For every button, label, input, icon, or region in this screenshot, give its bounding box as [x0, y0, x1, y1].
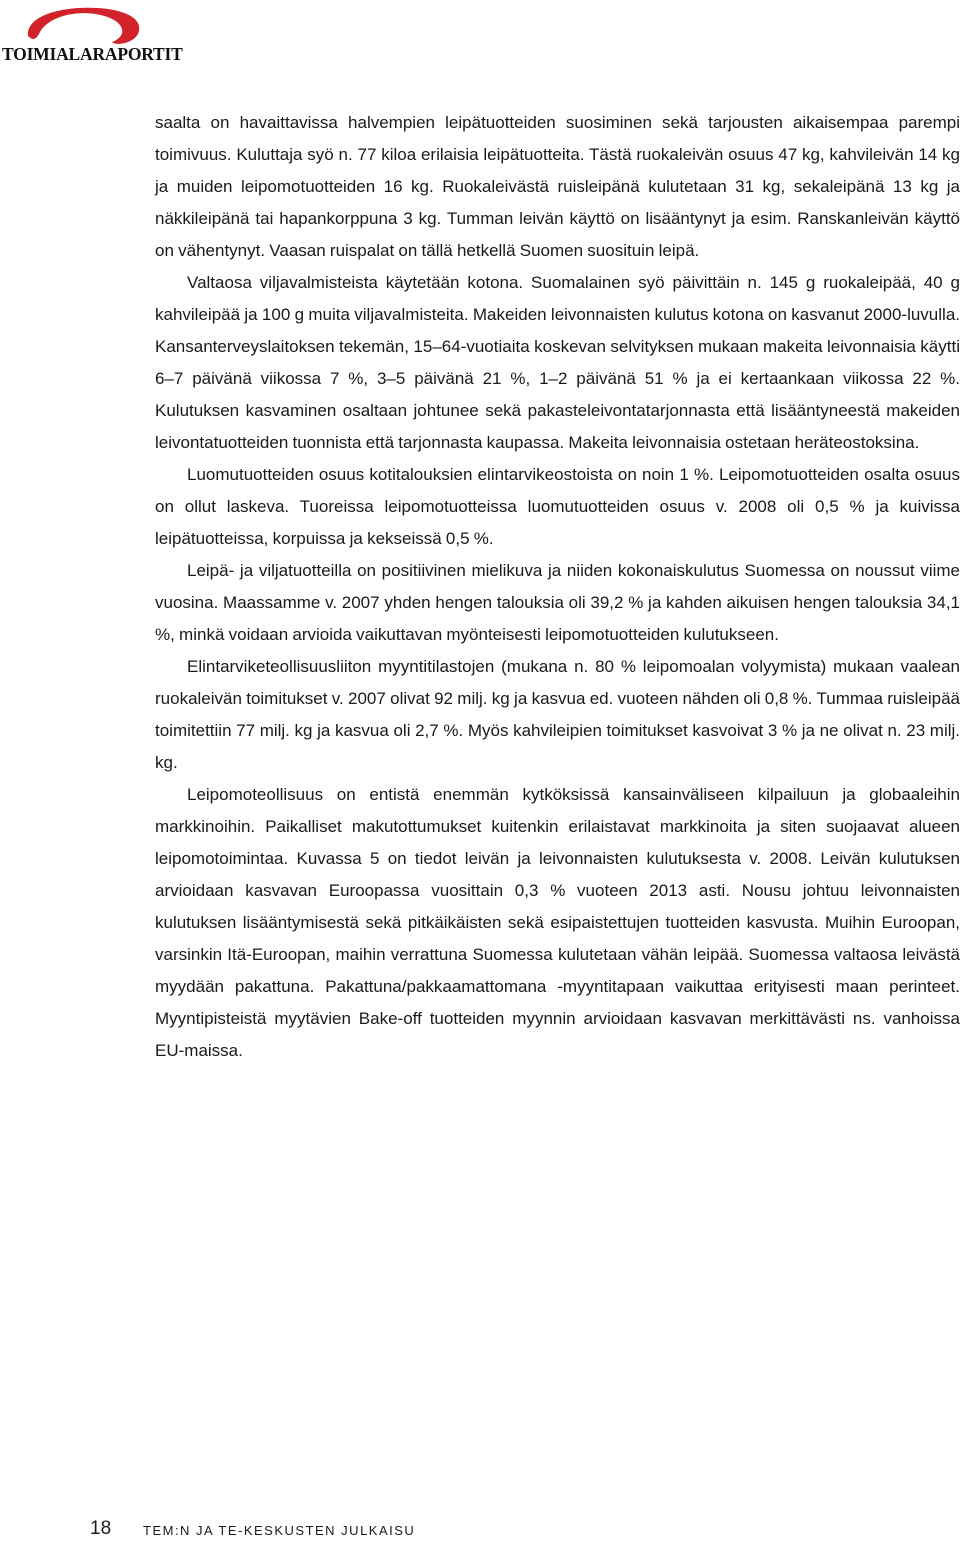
- paragraph: Leipomoteollisuus on entistä enemmän kytköksissä kansainväliseen kilpailuun ja globaaleihin markkinoihin. Paikalliset makutottumukset kuitenkin erilaistavat markkinoita ja siten suojaavat alueen leipomotoimintaa. Kuvassa 5 on tiedot leivän ja leivonnaisten kulutuksesta v. 2008. Leivän kulutuksen arvioidaan kasvavan Euroopassa vuosittain 0,3 % vuoteen 2013 asti. Nousu johtuu leivonnaisten kulutuksen lisääntymisestä sekä pitkäikäisten sekä esipaistettujen tuotteiden kasvusta. Muihin Euroopan, varsinkin Itä-Euroopan, maihin verrattuna Suomessa kulutetaan vähän leipää. Suomessa valtaosa leivästä myydään pakattuna. Pakattuna/pakkaamattomana -myyntitapaan vaikuttaa erityisesti maan perinteet. Myyntipisteistä myytävien Bake-off tuotteiden myynnin arvioidaan kasvavan merkittävästi ns. vanhoissa EU-maissa.: [155, 785, 960, 1060]
- paragraph: Luomutuotteiden osuus kotitalouksien elintarvikeostoista on noin 1 %. Leipomotuotteiden osalta osuus on ollut laskeva. Tuoreissa leipomotuotteissa luomutuotteiden osuus v. 2008 oli 0,5 % ja kuivissa leipätuotteissa, korpuissa ja kekseissä 0,5 %.: [155, 465, 960, 548]
- paragraph: Leipä- ja viljatuotteilla on positiivinen mielikuva ja niiden kokonaiskulutus Suomessa on noussut viime vuosina. Maassamme v. 2007 yhden hengen talouksia oli 39,2 % ja kahden aikuisen hengen talouksia 34,1 %, minkä voidaan arvioida vaikuttavan myönteisesti leipomotuotteiden kulutukseen.: [155, 561, 960, 644]
- paragraph: Elintarviketeollisuusliiton myyntitilastojen (mukana n. 80 % leipomoalan volyymista) mukaan vaalean ruokaleivän toimitukset v. 2007 olivat 92 milj. kg ja kasvua ed. vuoteen nähden oli 0,8 %. Tummaa ruisleipää toimitettiin 77 milj. kg ja kasvua oli 2,7 %. Myös kahvileipien toimitukset kasvoivat 3 % ja ne olivat n. 23 milj. kg.: [155, 657, 960, 772]
- logo-text: TOIMIALARAPORTIT: [2, 44, 183, 64]
- body-text: [155, 107, 960, 1067]
- paragraph: saalta on havaittavissa halvempien leipätuotteiden suosiminen sekä tarjousten aikaisempaa parempi toimivuus. Kuluttaja syö n. 77 kiloa erilaisia leipätuotteita. Tästä ruokaleivän osuus 47 kg, kahvileivän 14 kg ja muiden leipomotuotteiden 16 kg. Ruokaleivästä ruisleipänä kulutetaan 31 kg, sekaleipänä 13 kg ja näkkileipänä tai hapankorppuna 3 kg. Tumman leivän käyttö on lisääntynyt ja esim. Ranskanleivän käyttö on vähentynyt. Vaasan ruispalat on tällä hetkellä Suomen suosituin leipä.: [155, 113, 960, 260]
- publisher-label: TEM:N JA TE-KESKUSTEN JULKAISU: [143, 1523, 416, 1538]
- header-logo: [0, 0, 183, 70]
- paragraph: Valtaosa viljavalmisteista käytetään kotona. Suomalainen syö päivittäin n. 145 g ruokaleipää, 40 g kahvileipää ja 100 g muita viljavalmisteita. Makeiden leivonnaisten kulutus kotona on kasvanut 2000-luvulla. Kansanterveyslaitoksen tekemän, 15–64-vuotiaita koskevan selvityksen mukaan makeita leivonnaisia käytti 6–7 päivänä viikossa 7 %, 3–5 päivänä 21 %, 1–2 päivänä 51 % ja ei kertaankaan viikossa 22 %. Kulutuksen kasvaminen osaltaan johtunee sekä pakasteleivontatarjonnasta että lisääntyneestä makeiden leivontatuotteiden tuonnista että tarjonnasta kaupassa. Makeita leivonnaisia ostetaan heräteostoksina.: [155, 273, 960, 452]
- page-number: 18: [90, 1518, 112, 1539]
